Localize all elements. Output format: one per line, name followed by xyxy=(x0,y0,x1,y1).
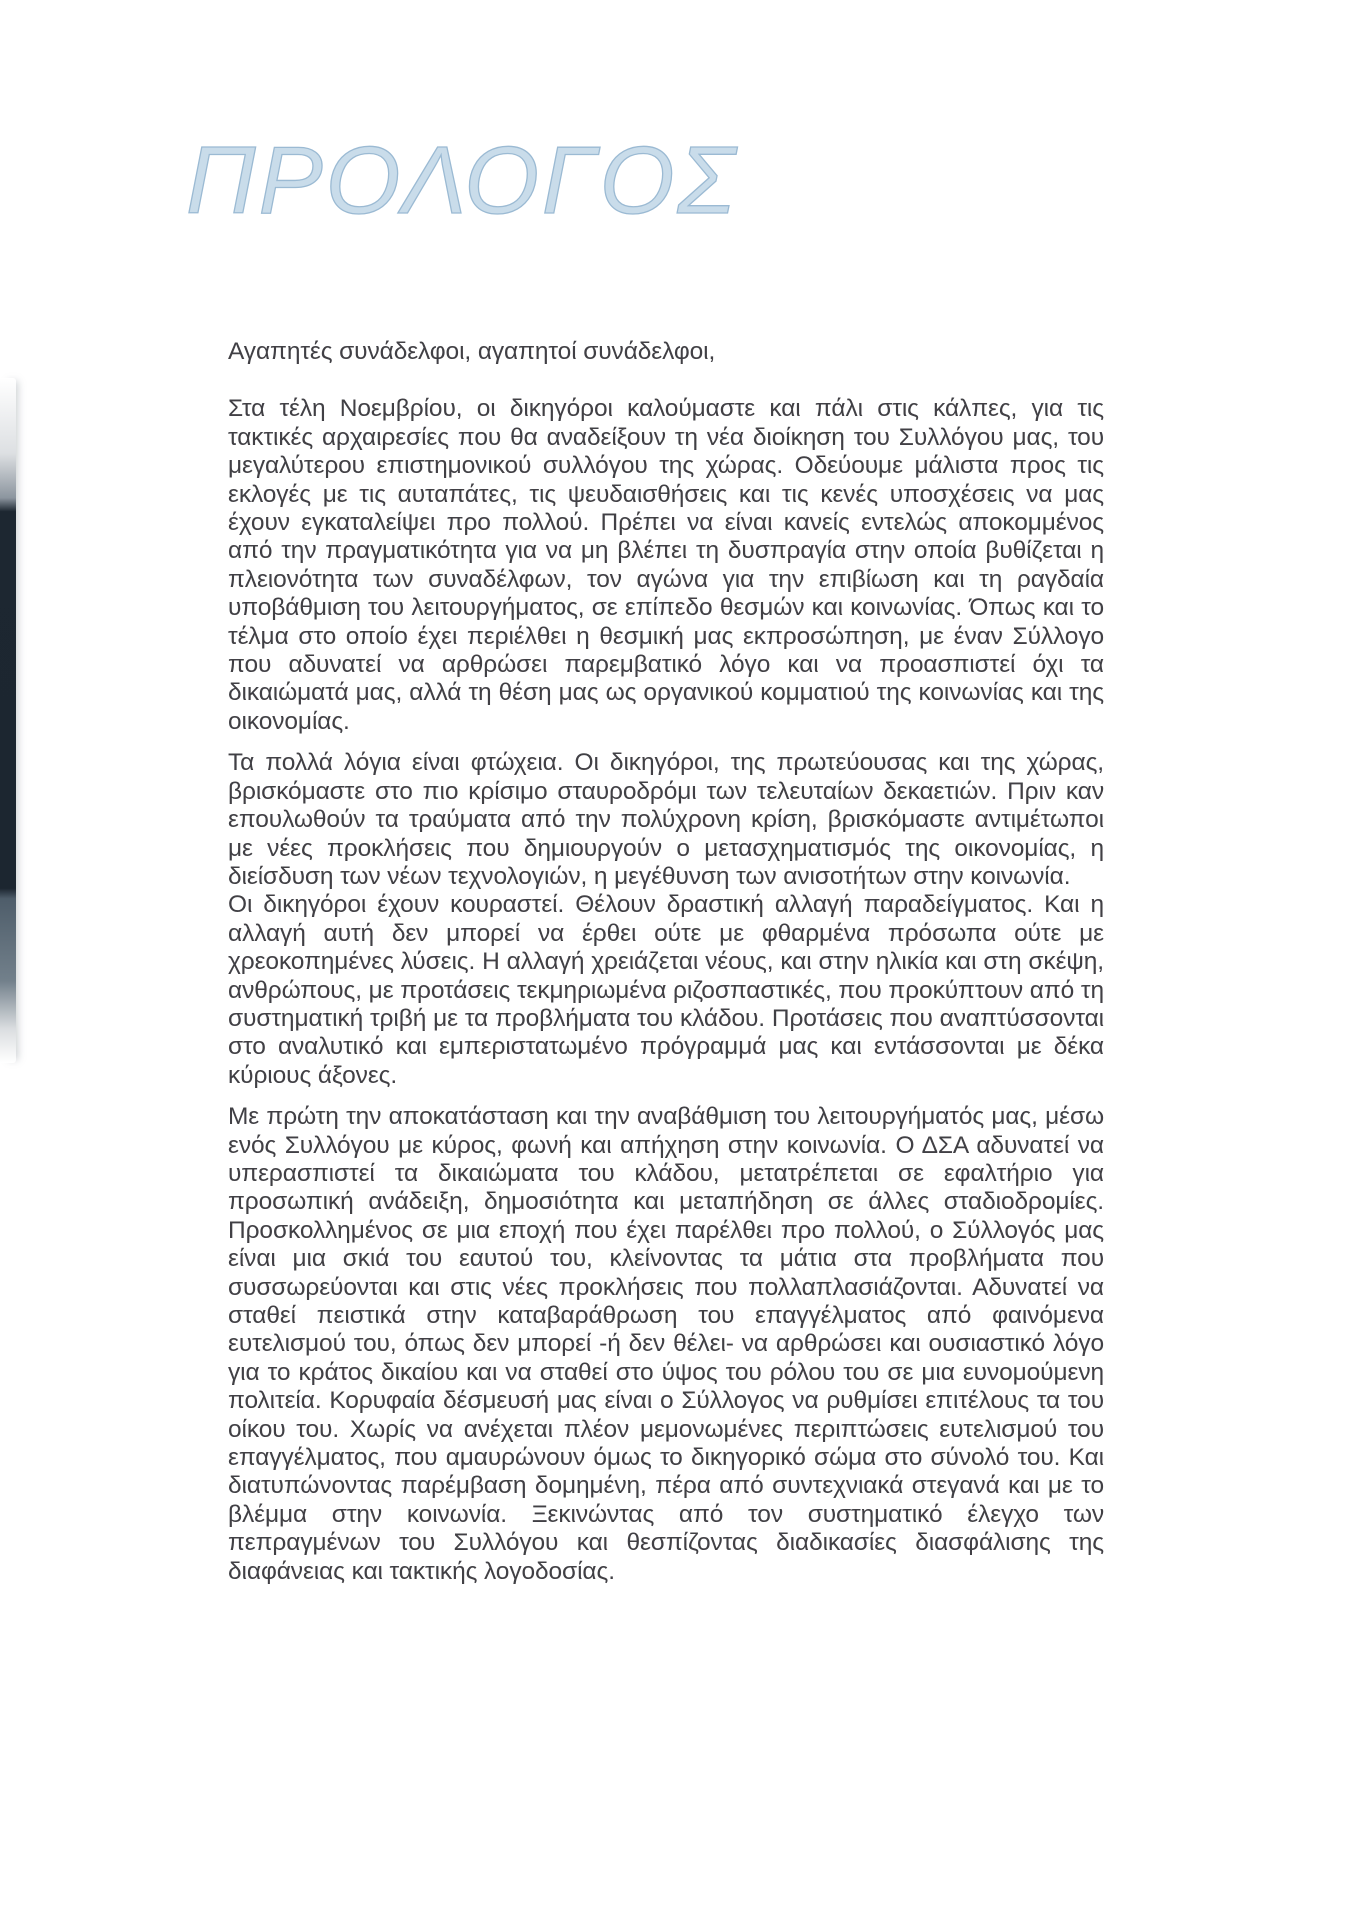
paragraph: Τα πολλά λόγια είναι φτώχεια. Οι δικηγόροι, της πρωτεύουσας και της χώρας, βρισκόμαστε στο πιο κρίσιμο σταυροδρόμι των τελευταίων δεκαετιών. Πριν καν επουλωθούν τα τραύματα από την πολύχρονη κρίση, βρισκόμαστε αντιμέτωποι με νέες προκλήσεις που δημιουργούν ο μετασχηματισμός της οικονομίας, η διείσδυση των νέων τεχνολογιών, η μεγέθυνση των ανισοτήτων στην κοινωνία. Οι δικηγόροι έχουν κουραστεί. Θέλουν δραστική αλλαγή παραδείγματος. Και η αλλαγή αυτή δεν μπορεί να έρθει ούτε με φθαρμένα πρόσωπα ούτε με χρεοκοπημένες λύσεις. Η αλλαγή χρειάζεται νέους, και στην ηλικία και στη σκέψη, ανθρώπους, με προτάσεις τεκμηριωμένα ριζοσπαστικές, που προκύπτουν από τη συστηματική τριβή με τα προβλήματα του κλάδου. Προτάσεις που αναπτύσσονται στο αναλυτικό και εμπεριστατωμένο πρόγραμμά μας και εντάσσονται με δέκα κύριους άξονες. xyxy=(228,749,1104,1089)
greeting-line: Αγαπητές συνάδελφοι, αγαπητοί συνάδελφοι, xyxy=(228,338,716,365)
scan-edge-artifact xyxy=(0,378,16,1063)
paragraph: Με πρώτη την αποκατάσταση και την αναβάθμιση του λειτουργήματός μας, μέσω ενός Συλλόγου με κύρος, φωνή και απήχηση στην κοινωνία. Ο ΔΣΑ αδυνατεί να υπερασπιστεί τα δικαιώματα του κλάδου, μετατρέπεται σε εφαλτήριο για προσωπική ανάδειξη, δημοσιότητα και μεταπήδηση σε άλλες σταδιοδρομίες. Προσκολλημένος σε μια εποχή που έχει παρέλθει προ πολλού, ο Σύλλογός μας είναι μια σκιά του εαυτού του, κλείνοντας τα μάτια στα προβλήματα που συσσωρεύονται και στις νέες προκλήσεις που πολλαπλασιάζονται. Αδυνατεί να σταθεί πειστικά στην καταβαράθρωση του επαγγέλματος από φαινόμενα ευτελισμού του, όπως δεν μπορεί -ή δεν θέλει- να αρθρώσει και ουσιαστικό λόγο για το κράτος δικαίου και να σταθεί στο ύψος του ρόλου του σε μια ευνομούμενη πολιτεία. Κορυφαία δέσμευσή μας είναι ο Σύλλογος να ρυθμίσει επιτέλους τα του οίκου του. Χωρίς να ανέχεται πλέον μεμονωμένες περιπτώσεις ευτελισμού του επαγγέλματος, που αμαυρώνουν όμως το δικηγορικό σώμα στο σύνολό του. Και διατυπώνοντας παρέμβαση δομημένη, πέρα από συντεχνιακά στεγανά και με το βλέμμα στην κοινωνία. Ξεκινώντας από τον συστηματικό έλεγχο των πεπραγμένων του Συλλόγου και θεσπίζοντας διαδικασίες διασφάλισης της διαφάνειας και τακτικής λογοδοσίας. xyxy=(228,1103,1104,1585)
body-text-block xyxy=(228,338,1104,1586)
page-title: ΠΡΟΛΟΓΟΣ xyxy=(186,127,738,234)
paragraphs-container xyxy=(228,395,1104,1586)
paragraph: Στα τέλη Νοεμβρίου, οι δικηγόροι καλούμαστε και πάλι στις κάλπες, για τις τακτικές αρχαιρεσίες που θα αναδείξουν τη νέα διοίκηση του Συλλόγου μας, του μεγαλύτερου επιστημονικού συλλόγου της χώρας. Οδεύουμε μάλιστα προς τις εκλογές με τις αυταπάτες, τις ψευδαισθήσεις και τις κενές υποσχέσεις να μας έχουν εγκαταλείψει προ πολλού. Πρέπει να είναι κανείς εντελώς αποκομμένος από την πραγματικότητα για να μη βλέπει τη δυσπραγία στην οποία βυθίζεται η πλειονότητα των συναδέλφων, τον αγώνα για την επιβίωση και τη ραγδαία υποβάθμιση του λειτουργήματος, σε επίπεδο θεσμών και κοινωνίας. Όπως και το τέλμα στο οποίο έχει περιέλθει η θεσμική μας εκπροσώπηση, με έναν Σύλλογο που αδυνατεί να αρθρώσει παρεμβατικό λόγο και να προασπιστεί όχι τα δικαιώματά μας, αλλά τη θέση μας ως οργανικού κομματιού της κοινωνίας και της οικονομίας. xyxy=(228,395,1104,735)
